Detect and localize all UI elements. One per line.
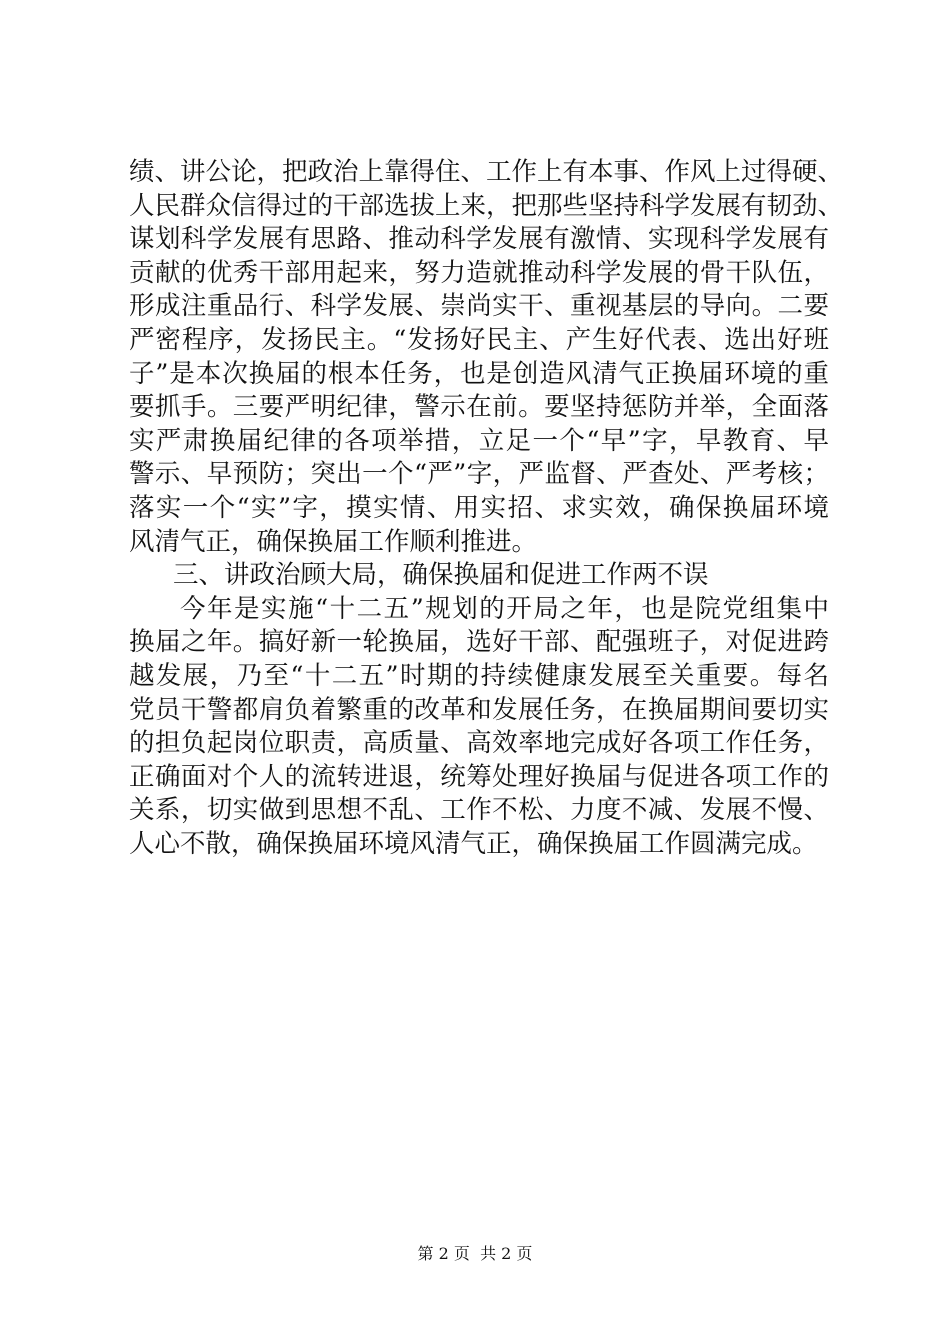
paragraph-line: 贡献的优秀干部用起来，努力造就推动科学发展的骨干队伍， <box>129 257 829 288</box>
paragraph-line: 正确面对个人的流转进退，统筹处理好换届与促进各项工作的 <box>129 761 829 792</box>
paragraph-line: 党员干警都肩负着繁重的改革和发展任务，在换届期间要切实 <box>129 694 829 725</box>
paragraph-line: 换届之年。搞好新一轮换届，选好干部、配强班子，对促进跨 <box>129 627 829 658</box>
paragraph-line: 警示、早预防；突出一个“严”字，严监督、严查处、严考核； <box>129 459 829 490</box>
paragraph-line: 落实一个“实”字，摸实情、用实招、求实效，确保换届环境 <box>129 492 829 523</box>
paragraph-line: 越发展，乃至“十二五”时期的持续健康发展至关重要。每名 <box>129 660 829 691</box>
paragraph-line: 人民群众信得过的干部选拔上来，把那些坚持科学发展有韧劲、 <box>129 190 844 221</box>
paragraph-line: 实严肃换届纪律的各项举措，立足一个“早”字，早教育、早 <box>129 425 829 456</box>
paragraph-line: 绩、讲公论，把政治上靠得住、工作上有本事、作风上过得硬、 <box>129 157 844 187</box>
paragraph-line: 形成注重品行、科学发展、崇尚实干、重视基层的导向。二要 <box>129 291 829 322</box>
section-heading: 三、讲政治顾大局，确保换届和促进工作两不误 <box>173 560 709 591</box>
paragraph-line: 严密程序，发扬民主。“发扬好民主、产生好代表、选出好班 <box>129 324 829 355</box>
paragraph-line: 今年是实施“十二五”规划的开局之年，也是院党组集中 <box>180 593 829 624</box>
paragraph-line: 关系，切实做到思想不乱、工作不松、力度不减、发展不慢、 <box>129 795 829 826</box>
paragraph-line: 要抓手。三要严明纪律，警示在前。要坚持惩防并举，全面落 <box>129 392 829 423</box>
paragraph-line: 子”是本次换届的根本任务，也是创造风清气正换届环境的重 <box>129 358 829 389</box>
paragraph-line: 人心不散，确保换届环境风清气正，确保换届工作圆满完成。 <box>129 828 818 859</box>
page-footer <box>0 1244 950 1264</box>
page-number-label: 第 2 页 共 2 页 <box>417 1244 533 1263</box>
document-body <box>129 156 844 861</box>
paragraph-line: 的担负起岗位职责，高质量、高效率地完成好各项工作任务， <box>129 728 829 759</box>
paragraph-line: 谋划科学发展有思路、推动科学发展有激情、实现科学发展有 <box>129 224 829 255</box>
paragraph-line: 风清气正，确保换届工作顺利推进。 <box>129 526 538 557</box>
